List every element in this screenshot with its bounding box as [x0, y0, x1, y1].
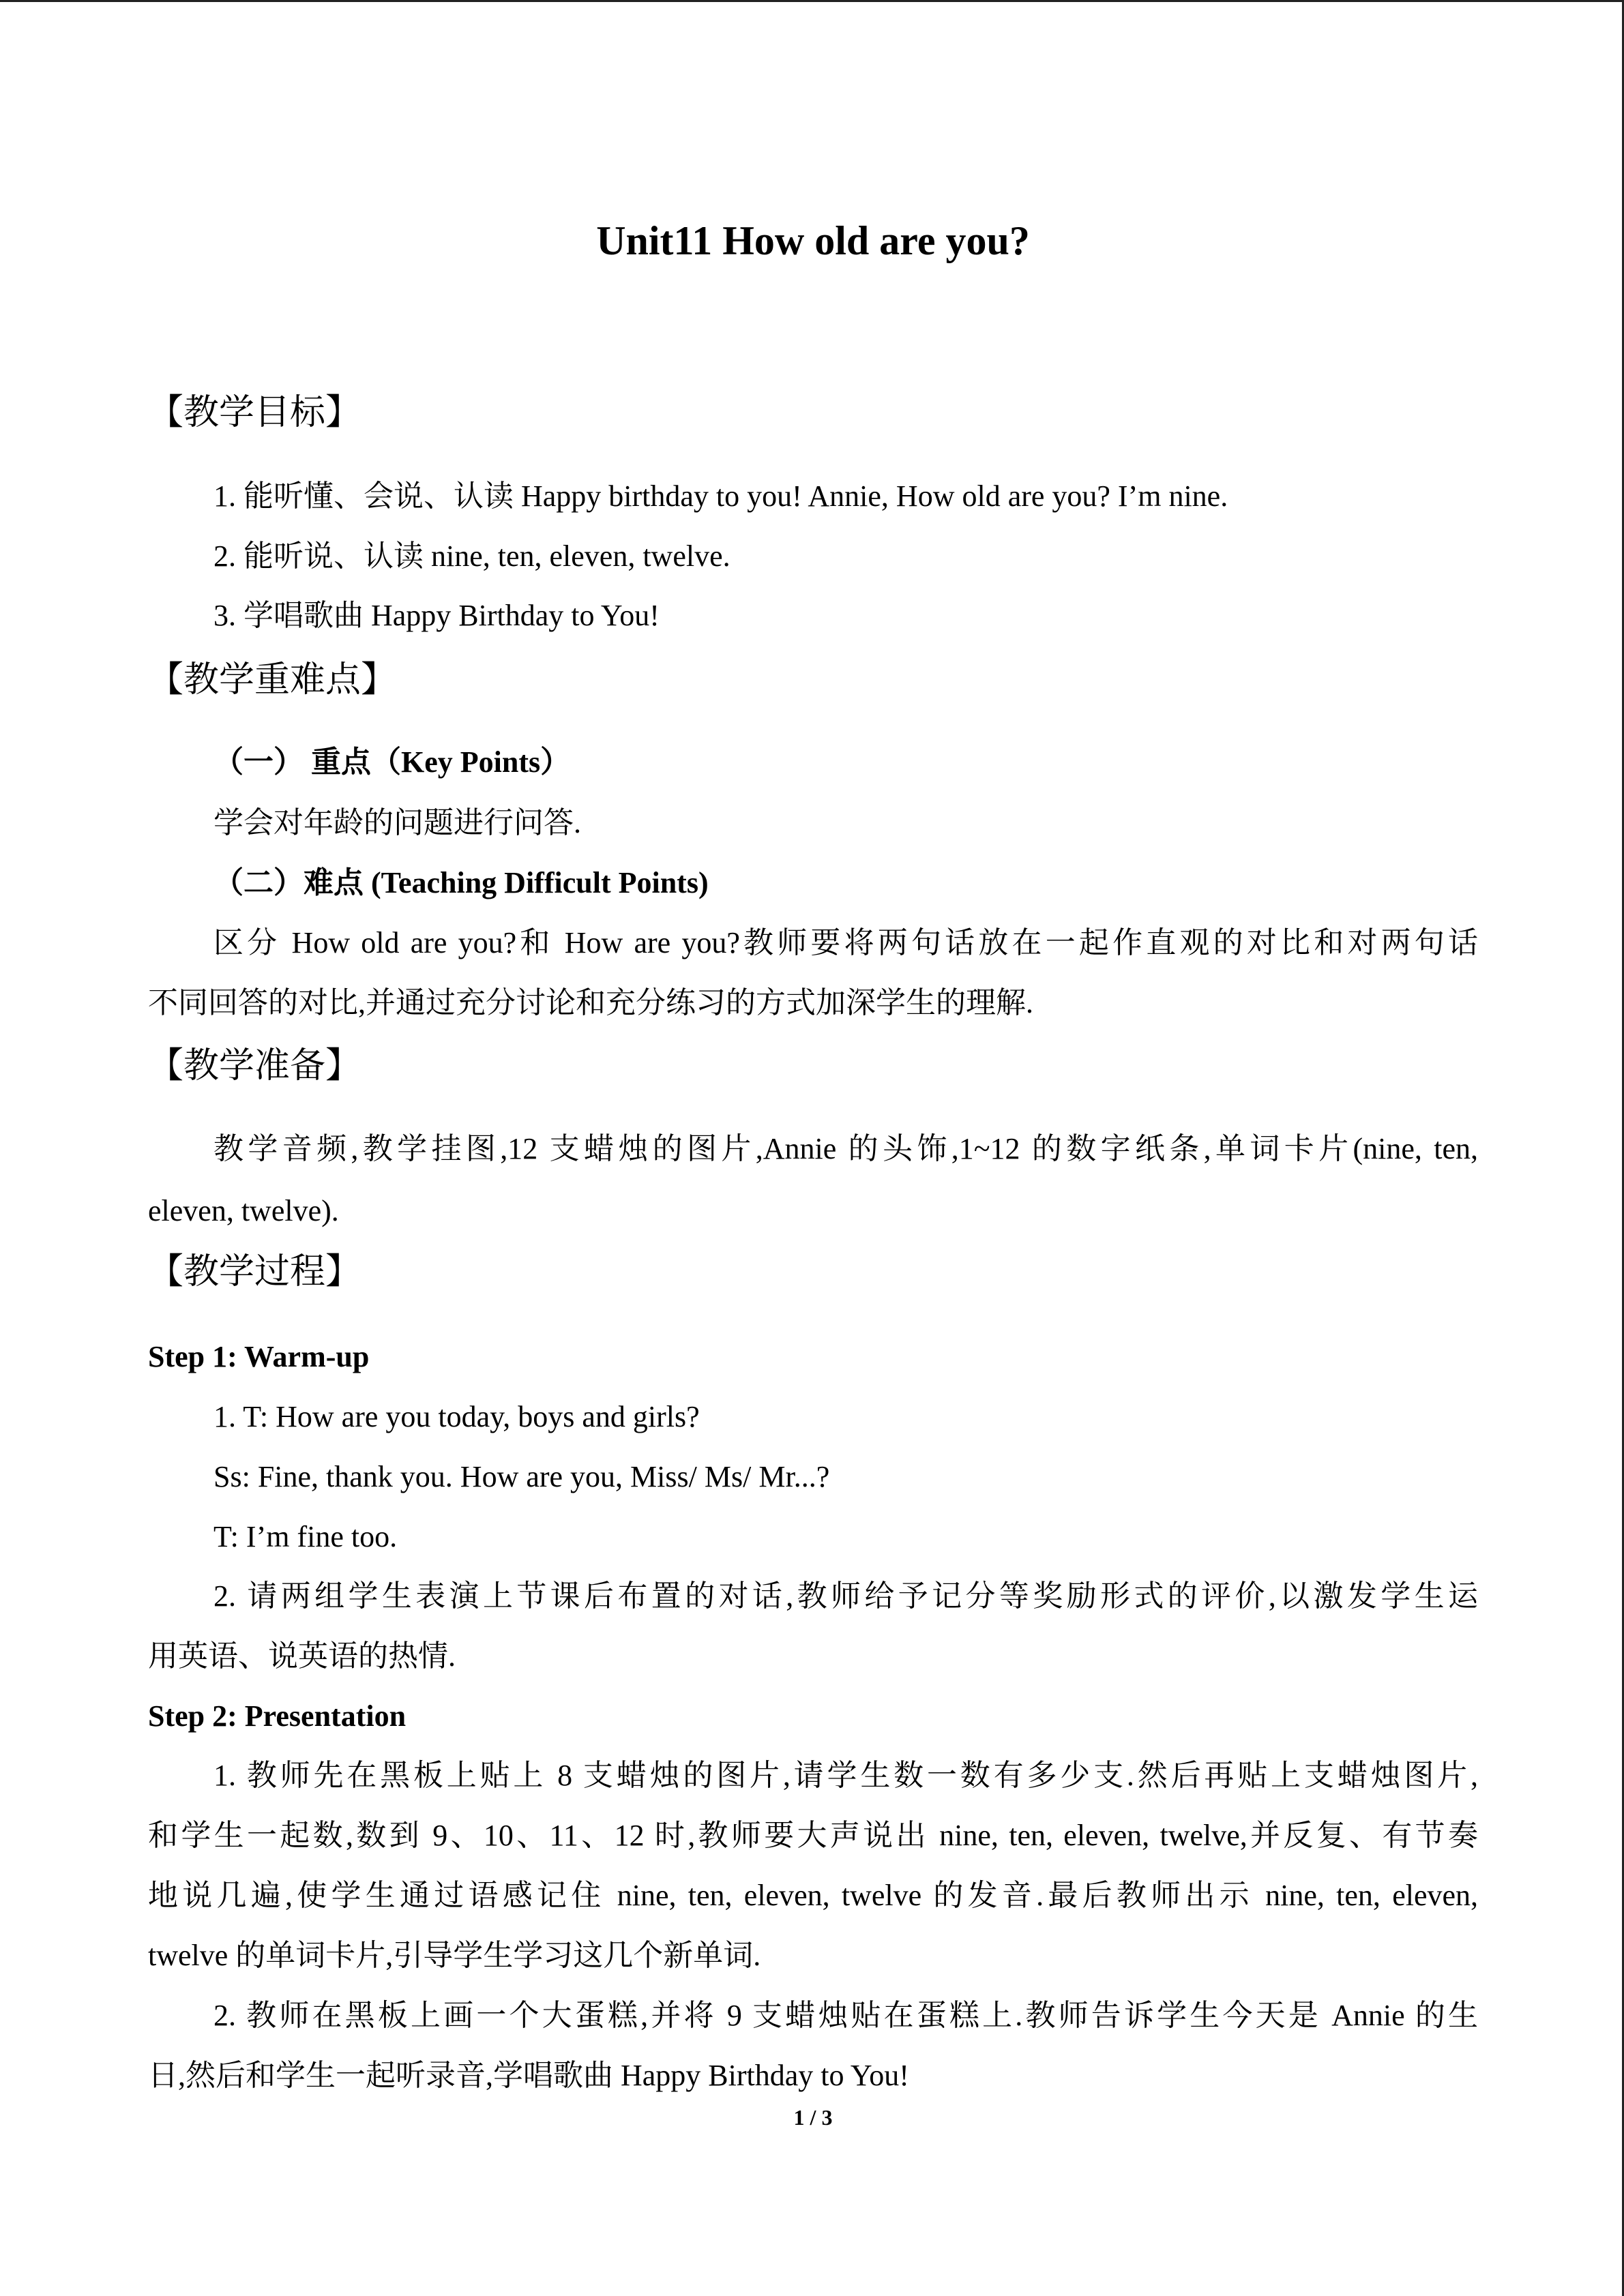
section-heading-goals: 【教学目标】: [148, 392, 361, 433]
step-1-line: 1. T: How are you today, boys and girls?: [213, 1400, 700, 1433]
key-points-text: 学会对年龄的问题进行问答.: [213, 806, 581, 839]
page-border-top: [0, 0, 1624, 2]
goal-item: 1. 能听懂、会说、认读 Happy birthday to you! Annie, How old are you? I’m nine.: [213, 479, 1228, 513]
key-points-title: （一） 重点（Key Points）: [213, 745, 571, 779]
page-number: 1 / 3: [793, 2105, 833, 2130]
step-2-line: 地说几遍,使学生通过语感记住 nine, ten, eleven, twelve 的发音.最后教师出示 nine, ten, eleven,: [148, 1879, 1478, 1912]
goal-item: 3. 学唱歌曲 Happy Birthday to You!: [213, 599, 660, 632]
step-1-line: 用英语、说英语的热情.: [148, 1639, 456, 1673]
section-heading-difficulties: 【教学重难点】: [148, 659, 397, 700]
document-title: Unit11 How old are you?: [596, 218, 1030, 263]
step-1-title: Step 1: Warm-up: [148, 1340, 370, 1373]
goal-item: 2. 能听说、认读 nine, ten, eleven, twelve.: [213, 539, 730, 573]
difficult-points-text: 区分 How old are you?和 How are you?教师要将两句话放在一起作直观的对比和对两句话: [213, 926, 1478, 959]
step-2-line: 2. 教师在黑板上画一个大蛋糕,并将 9 支蜡烛贴在蛋糕上.教师告诉学生今天是 Annie 的生: [213, 1999, 1478, 2032]
section-heading-process: 【教学过程】: [148, 1251, 361, 1292]
step-1-line: Ss: Fine, thank you. How are you, Miss/ Ms/ Mr...?: [213, 1460, 830, 1493]
step-1-line: 2. 请两组学生表演上节课后布置的对话,教师给予记分等奖励形式的评价,以激发学生运: [213, 1579, 1478, 1613]
difficult-points-title: （二）难点 (Teaching Difficult Points): [213, 866, 709, 899]
preparation-text: eleven, twelve).: [148, 1194, 339, 1227]
step-2-line: 1. 教师先在黑板上贴上 8 支蜡烛的图片,请学生数一数有多少支.然后再贴上支蜡烛图片,: [213, 1759, 1478, 1792]
preparation-text: 教学音频,教学挂图,12 支蜡烛的图片,Annie 的头饰,1~12 的数字纸条,单词卡片(nine, ten,: [213, 1132, 1478, 1165]
step-1-line: T: I’m fine too.: [213, 1520, 398, 1553]
section-heading-preparation: 【教学准备】: [148, 1045, 361, 1086]
step-2-line: twelve 的单词卡片,引导学生学习这几个新单词.: [148, 1939, 761, 1972]
step-2-line: 和学生一起数,数到 9、10、11、12 时,教师要大声说出 nine, ten, eleven, twelve,并反复、有节奏: [148, 1819, 1478, 1852]
difficult-points-text: 不同回答的对比,并通过充分讨论和充分练习的方式加深学生的理解.: [148, 986, 1033, 1019]
step-2-line: 日,然后和学生一起听录音,学唱歌曲 Happy Birthday to You!: [148, 2059, 909, 2092]
step-2-title: Step 2: Presentation: [148, 1699, 407, 1733]
